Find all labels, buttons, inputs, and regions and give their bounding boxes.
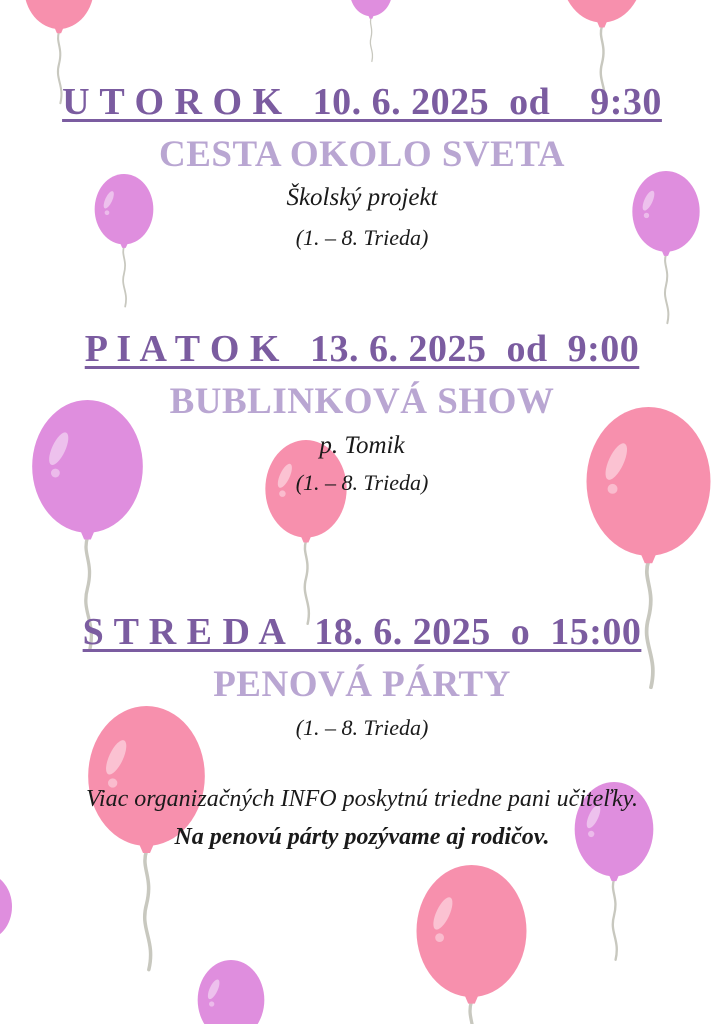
- info-note: Viac organizačných INFO poskytnú triedne pani učiteľky.: [86, 786, 638, 812]
- event-2-title: BUBLINKOVÁ SHOW: [169, 381, 555, 422]
- event-1-subtitle: Školský projekt: [286, 184, 438, 211]
- event-1-date-heading: U T O R O K 10. 6. 2025 od 9:30: [62, 81, 662, 123]
- parents-invitation: Na penovú párty pozývame aj rodičov.: [174, 824, 550, 850]
- event-2-subtitle: p. Tomik: [319, 432, 405, 459]
- event-3-grades: (1. – 8. Trieda): [295, 715, 429, 740]
- event-3-date-heading: S T R E D A 18. 6. 2025 o 15:00: [82, 611, 642, 653]
- event-2-grades: (1. – 8. Trieda): [295, 470, 429, 495]
- event-1-grades: (1. – 8. Trieda): [295, 225, 429, 250]
- event-2-date-heading: P I A T O K 13. 6. 2025 od 9:00: [84, 328, 640, 370]
- event-1-title: CESTA OKOLO SVETA: [158, 134, 565, 175]
- event-3-title: PENOVÁ PÁRTY: [213, 664, 511, 705]
